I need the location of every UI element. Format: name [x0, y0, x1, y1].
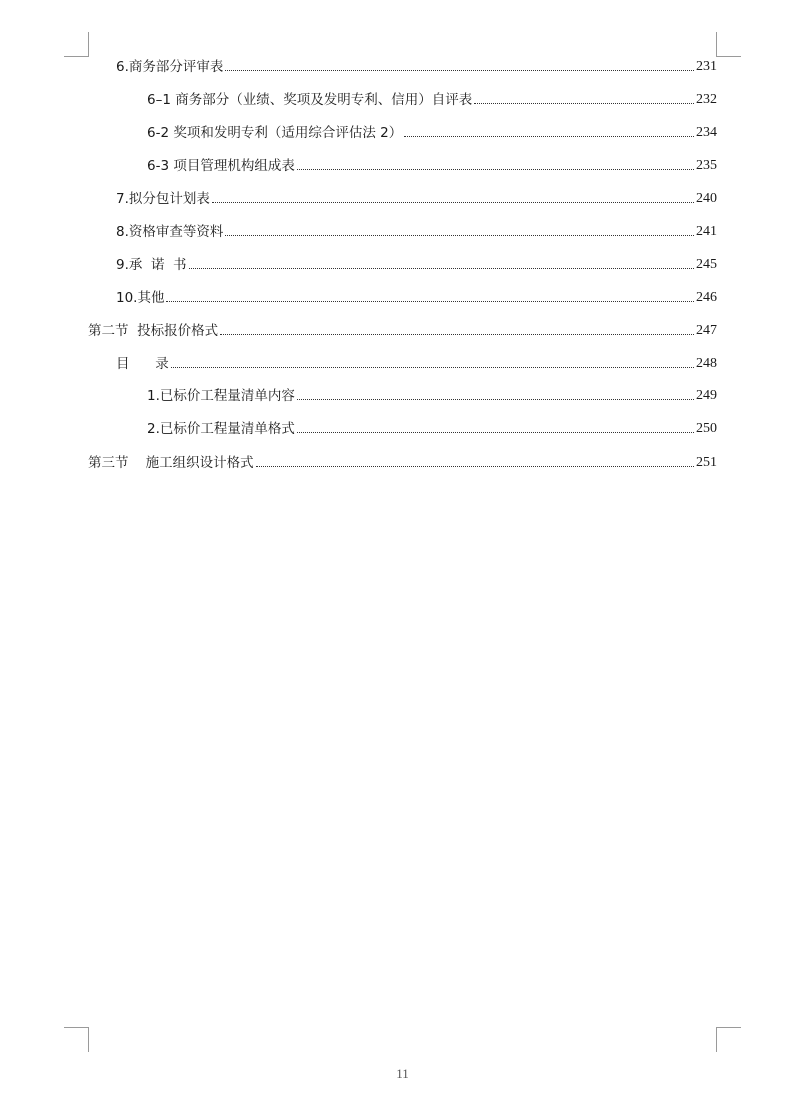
toc-entry[interactable]: [147, 418, 717, 438]
toc-entry-page: 249: [696, 388, 717, 403]
toc-entry[interactable]: [147, 385, 717, 405]
toc-entry-label: 6.商务部分评审表: [116, 59, 224, 75]
toc-entry-page: 245: [696, 257, 717, 272]
toc-entry[interactable]: [116, 221, 717, 241]
toc-entry-label: 7.拟分包计划表: [116, 191, 210, 207]
toc-entry-page: 240: [696, 191, 717, 206]
toc-entry-page: 235: [696, 158, 717, 173]
crop-mark-bottom-right: [716, 1027, 741, 1052]
toc-entry-label: 8.资格审查等资料: [116, 224, 224, 240]
toc-entry-label: 6–1 商务部分（业绩、奖项及发明专利、信用）自评表: [147, 92, 473, 108]
toc-leader-dots: [404, 136, 694, 137]
toc-entry[interactable]: [116, 254, 717, 274]
toc-entry[interactable]: [116, 188, 717, 208]
toc-entry-section[interactable]: [88, 320, 717, 340]
toc-entry-page: 241: [696, 224, 717, 239]
toc-leader-dots: [171, 367, 694, 368]
crop-mark-bottom-left: [64, 1027, 89, 1052]
toc-leader-dots: [474, 103, 694, 104]
toc-entry[interactable]: [147, 155, 717, 175]
toc-leader-dots: [297, 432, 694, 433]
toc-entry[interactable]: [116, 56, 717, 76]
toc-entry-label: 6-3 项目管理机构组成表: [147, 158, 295, 174]
toc-leader-dots: [189, 268, 694, 269]
toc-leader-dots: [297, 169, 694, 170]
toc-entry-page: 231: [696, 59, 717, 74]
toc-leader-dots: [220, 334, 694, 335]
toc-entry[interactable]: [116, 287, 717, 307]
toc-entry-label: 10.其他: [116, 290, 165, 306]
toc-entry-page: 250: [696, 421, 717, 436]
crop-mark-top-left: [64, 32, 89, 57]
toc-leader-dots: [166, 301, 694, 302]
toc-leader-dots: [256, 466, 694, 467]
toc-entry-page: 234: [696, 125, 717, 140]
crop-mark-top-right: [716, 32, 741, 57]
toc-entry-label: 6-2 奖项和发明专利（适用综合评估法 2）: [147, 125, 403, 141]
toc-entry-page: 251: [696, 455, 717, 470]
toc-entry-page: 232: [696, 92, 717, 107]
toc-leader-dots: [225, 70, 694, 71]
toc-entry-label: 1.已标价工程量清单内容: [147, 388, 295, 404]
toc-entry-label: 9.承 诺 书: [116, 257, 187, 273]
toc-leader-dots: [212, 202, 694, 203]
toc-entry-label: 第三节 施工组织设计格式: [88, 455, 254, 471]
toc-leader-dots: [297, 399, 694, 400]
toc-entry[interactable]: [147, 122, 717, 142]
toc-entry-page: 247: [696, 323, 717, 338]
toc-entry-page: 246: [696, 290, 717, 305]
toc-entry[interactable]: [147, 89, 717, 109]
toc-entry-label: 2.已标价工程量清单格式: [147, 421, 295, 437]
toc-entry-label: 目 录: [116, 356, 169, 372]
toc-leader-dots: [225, 235, 694, 236]
page-number: 11: [396, 1066, 409, 1081]
toc-entry-page: 248: [696, 356, 717, 371]
toc-entry-label: 第二节 投标报价格式: [88, 323, 219, 339]
toc-entry-section[interactable]: [88, 452, 717, 472]
toc-entry[interactable]: [116, 353, 717, 373]
